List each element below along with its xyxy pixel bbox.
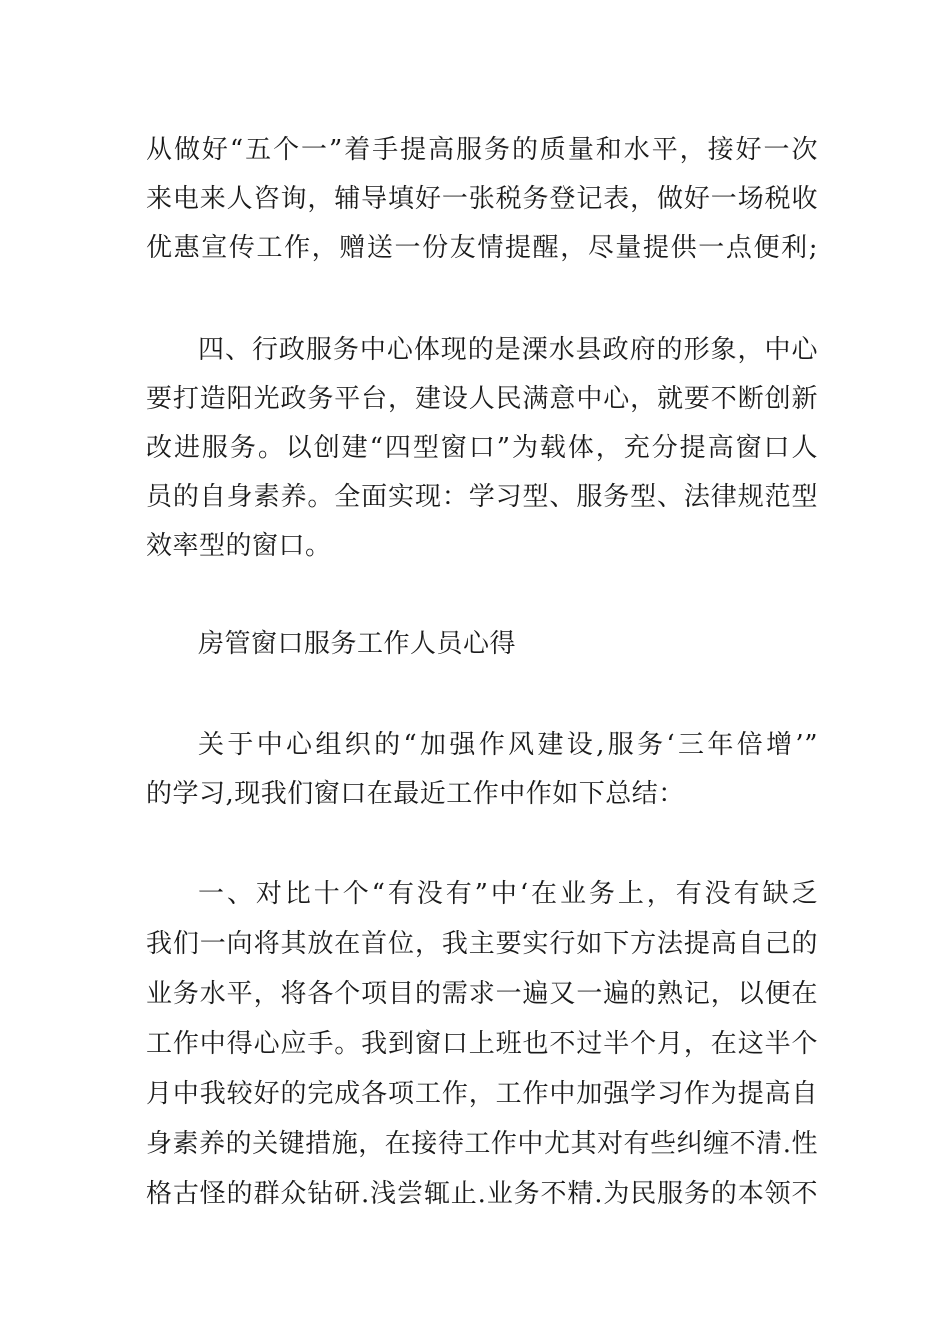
paragraph-line: 四、行政服务中心体现的是溧水县政府的形象，中心 xyxy=(198,335,818,365)
paragraph-line: 从做好“五个一”着手提高服务的质量和水平，接好一次 xyxy=(146,135,818,165)
paragraph-line: 来电来人咨询，辅导填好一张税务登记表，做好一场税收 xyxy=(146,184,818,214)
paragraph-line: 格古怪的群众钻研.浅尝辄止.业务不精.为民服务的本领不 xyxy=(146,1179,818,1209)
paragraph-line: 员的自身素养。全面实现：学习型、服务型、法律规范型 xyxy=(146,482,818,512)
section-heading: 房管窗口服务工作人员心得 xyxy=(198,629,517,659)
paragraph-line: 优惠宣传工作，赠送一份友情提醒，尽量提供一点便利; xyxy=(146,233,818,263)
paragraph-line: 身素养的关键措施，在接待工作中尤其对有些纠缠不清.性 xyxy=(146,1129,818,1159)
paragraph-line: 要打造阳光政务平台，建设人民满意中心，就要不断创新 xyxy=(146,384,818,414)
paragraph-line: 关于中心组织的“加强作风建设,服务‘三年倍增’” xyxy=(198,730,818,760)
paragraph-line: 我们一向将其放在首位，我主要实行如下方法提高自己的 xyxy=(146,929,818,959)
paragraph-line: 工作中得心应手。我到窗口上班也不过半个月，在这半个 xyxy=(146,1029,818,1059)
paragraph-line: 改进服务。以创建“四型窗口”为载体，充分提高窗口人 xyxy=(146,433,818,463)
paragraph-line: 一、对比十个“有没有”中‘在业务上，有没有缺乏 xyxy=(198,879,818,909)
paragraph-line: 效率型的窗口。 xyxy=(146,531,332,561)
paragraph-line: 业务水平，将各个项目的需求一遍又一遍的熟记，以便在 xyxy=(146,979,818,1009)
paragraph-line: 的学习,现我们窗口在最近工作中作如下总结： xyxy=(146,779,685,809)
paragraph-line: 月中我较好的完成各项工作，工作中加强学习作为提高自 xyxy=(146,1079,818,1109)
